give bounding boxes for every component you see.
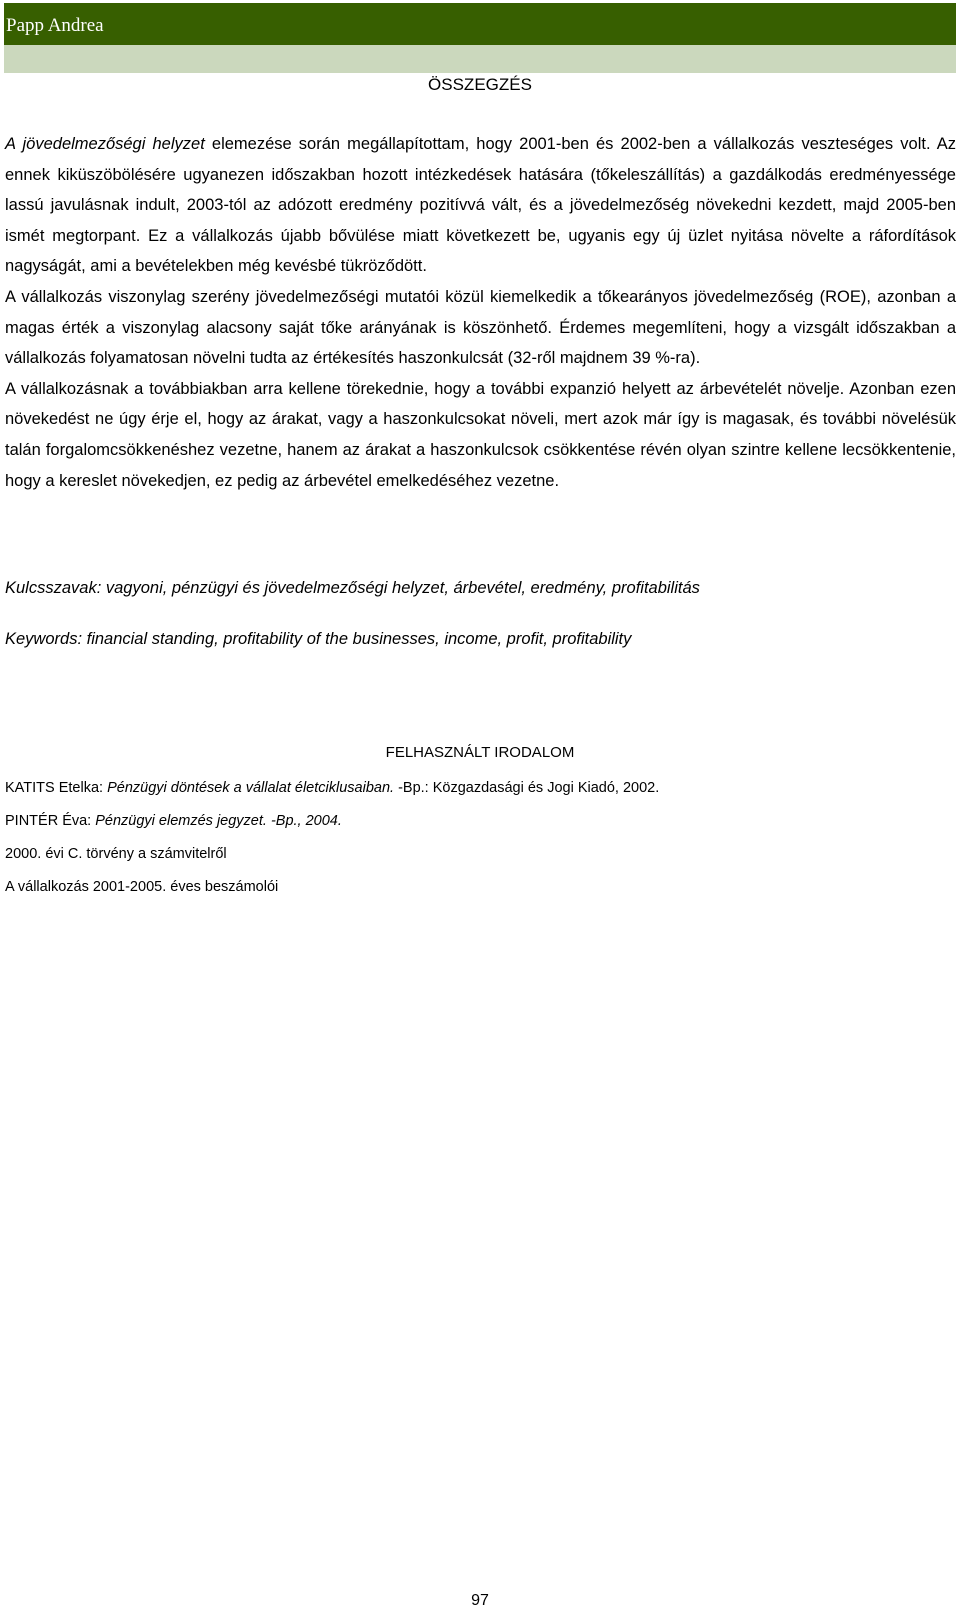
running-header bbox=[4, 3, 956, 45]
reference-item: A vállalkozás 2001-2005. éves beszámolói bbox=[5, 879, 279, 895]
keywords-hungarian: Kulcsszavak: vagyoni, pénzügyi és jövedelmezőségi helyzet, árbevétel, eredmény, profitabilitás bbox=[5, 579, 700, 597]
summary-paragraph-3: A vállalkozásnak a továbbiakban arra kellene törekednie, hogy a további expanzió helyett az árbevételét növelje. Azonban ezen növekedést ne úgy érje el, hogy az árakat, vagy a haszonkulcsokat növeli, mert azok már így is magasak, és további növelésük talán forgalomcsökkenéshez vezetne, hanem az árakat a haszonkulcsok csökkentése révén olyan szintre kellene lecsökkentenie, hogy a kereslet növekedjen, ez pedig az árbevétel emelkedéséhez vezetne. bbox=[5, 379, 956, 490]
summary-paragraph-1 bbox=[5, 129, 956, 282]
summary-body bbox=[5, 129, 956, 496]
references-title: FELHASZNÁLT IRODALOM bbox=[385, 744, 575, 761]
reference-item: PINTÉR Éva: Pénzügyi elemzés jegyzet. -Bp., 2004. bbox=[5, 813, 342, 829]
keywords-english: Keywords: financial standing, profitability of the businesses, income, profit, profitability bbox=[5, 630, 632, 648]
reference-item: 2000. évi C. törvény a számvitelről bbox=[5, 846, 227, 862]
summary-paragraph-2: A vállalkozás viszonylag szerény jövedelmezőségi mutatói közül kiemelkedik a tőkearányos jövedelmezőség (ROE), azonban a magas érték a viszonylag alacsony saját tőke arányának is köszönhető. Érdemes megemlíteni, hogy a vizsgált időszakban a vállalkozás folyamatosan növelni tudta az értékesítés haszonkulcsát (32-ről majdnem 39 %-ra). bbox=[5, 287, 956, 368]
summary-title: ÖSSZEGZÉS bbox=[428, 75, 532, 94]
reference-item: KATITS Etelka: Pénzügyi döntések a vállalat életciklusaiban. -Bp.: Közgazdasági és Jogi Kiadó, 2002. bbox=[5, 780, 660, 796]
header-stripe bbox=[4, 45, 956, 73]
summary-p1-rest: elemezése során megállapítottam, hogy 2001-ben és 2002-ben a vállalkozás veszteséges volt. Az ennek kiküszöbölésére ugyanezen időszakban hozott intézkedések hatására (tőkeleszállítás) a gazdálkodás eredményessége lassú javulásnak indult, 2003-tól az adózott eredmény pozitívvá vált, és a jövedelmezőség növekedni kezdett, majd 2005-ben ismét megtorpant. Ez a vállalkozás újabb bővülése miatt következett be, ugyanis egy új üzlet nyitása növelte a ráfordítások nagyságát, ami a bevételekben még kevésbé tükröződött. bbox=[5, 135, 956, 276]
summary-p1-italic: A jövedelmezőségi helyzet bbox=[5, 135, 205, 153]
page-number: 97 bbox=[471, 1592, 489, 1609]
header-author: Papp Andrea bbox=[6, 15, 104, 36]
